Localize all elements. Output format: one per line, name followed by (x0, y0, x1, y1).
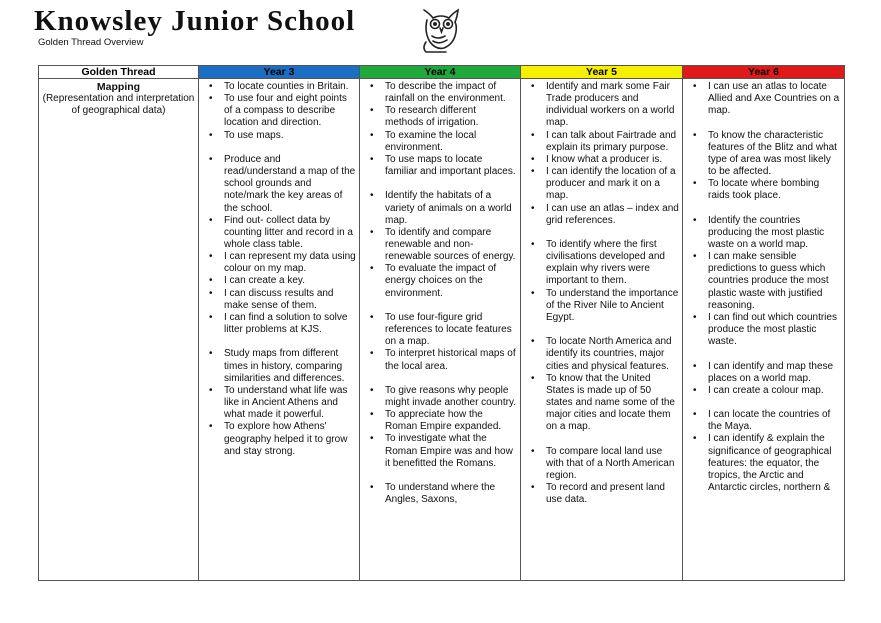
objective-item: • I can identify and map these places on a world map. (708, 361, 841, 385)
objective-item: • To understand the importance of the River Nile to Ancient Egypt. (546, 288, 679, 324)
objective-item: • To understand what life was like in Ancient Athens and what made it powerful. (224, 385, 356, 421)
objective-item: • I can make sensible predictions to guess which countries produce the most plastic waste with justified reasoning. (708, 251, 841, 312)
column-header-golden-thread: Golden Thread (39, 66, 199, 79)
objective-item: • To identify and compare renewable and non-renewable sources of energy. (385, 227, 517, 263)
column-header-year-3: Year 3 (199, 66, 360, 79)
objective-item: • To interpret historical maps of the local area. (385, 348, 517, 372)
column-header-year-4: Year 4 (360, 66, 521, 79)
thread-description: (Representation and interpretation of geographical data) (42, 93, 195, 117)
objective-item: • I can find out which countries produce the most plastic waste. (708, 312, 841, 348)
objective-item: • To use maps to locate familiar and important places. (385, 154, 517, 178)
thread-title: Mapping (96, 81, 141, 93)
objective-item: • Produce and read/understand a map of the school grounds and note/mark the key areas of the school. (224, 154, 356, 215)
objective-item: • Identify and mark some Fair Trade producers and individual workers on a world map. (546, 81, 679, 130)
year-5-cell (521, 79, 683, 581)
objective-item: • Find out- collect data by counting litter and record in a whole class table. (224, 215, 356, 251)
objective-item: • To research different methods of irrigation. (385, 105, 517, 129)
year-6-objectives (686, 81, 841, 494)
year-4-objectives (363, 81, 517, 506)
objective-item: • To locate counties in Britain. (224, 81, 356, 93)
objective-item: • To give reasons why people might invade another country. (385, 385, 517, 409)
objective-item: • I can locate the countries of the Maya. (708, 409, 841, 433)
objective-item: • I can represent my data using colour on my map. (224, 251, 356, 275)
owl-logo-icon (418, 4, 464, 54)
objective-item: • Study maps from different times in history, comparing similarities and differences. (224, 348, 356, 384)
objective-item: • I can find a solution to solve litter problems at KJS. (224, 312, 356, 336)
year-5-objectives (524, 81, 679, 506)
golden-thread-table (38, 65, 845, 581)
column-header-year-5: Year 5 (521, 66, 683, 79)
column-header-year-6: Year 6 (683, 66, 845, 79)
objective-item: • I can use an atlas – index and grid references. (546, 203, 679, 227)
objective-item: • To use four-figure grid references to locate features on a map. (385, 312, 517, 348)
objective-item: • To locate where bombing raids took place. (708, 178, 841, 202)
objective-item: • To know that the United States is made up of 50 states and name some of the major cities and locate them on a map. (546, 373, 679, 434)
objective-item: • I know what a producer is. (546, 154, 679, 166)
objective-item: • To examine the local environment. (385, 130, 517, 154)
year-3-cell (199, 79, 360, 581)
objective-item: • Identify the habitats of a variety of animals on a world map. (385, 190, 517, 226)
objective-item: • To describe the impact of rainfall on the environment. (385, 81, 517, 105)
objective-item: • I can create a key. (224, 275, 356, 287)
objective-item: • To explore how Athens' geography helped it to grow and stay strong. (224, 421, 356, 457)
objective-item: • I can create a colour map. (708, 385, 841, 397)
objective-item: • To investigate what the Roman Empire was and how it benefitted the Romans. (385, 433, 517, 469)
objective-item: • To compare local land use with that of a North American region. (546, 446, 679, 482)
year-6-cell (683, 79, 845, 581)
table-row-mapping (39, 79, 845, 581)
objective-item: • To use four and eight points of a compass to describe location and direction. (224, 93, 356, 129)
objective-item: • I can talk about Fairtrade and explain its primary purpose. (546, 130, 679, 154)
objective-item: • I can identify the location of a producer and mark it on a map. (546, 166, 679, 202)
objective-item: • To evaluate the impact of energy choices on the environment. (385, 263, 517, 299)
school-name: Knowsley Junior School (34, 5, 356, 37)
golden-thread-cell (39, 79, 199, 581)
table-header-row (39, 66, 845, 79)
objective-item: • To use maps. (224, 130, 356, 142)
objective-item: • I can discuss results and make sense of them. (224, 288, 356, 312)
year-4-cell (360, 79, 521, 581)
objective-item: • Identify the countries producing the most plastic waste on a world map. (708, 215, 841, 251)
objective-item: • To know the characteristic features of the Blitz and what type of area was most likely to be affected. (708, 130, 841, 179)
objective-item: • To understand where the Angles, Saxons, (385, 482, 517, 506)
year-3-objectives (202, 81, 356, 458)
objective-item: • I can use an atlas to locate Allied and Axe Countries on a map. (708, 81, 841, 117)
objective-item: • To locate North America and identify its countries, major cities and physical features. (546, 336, 679, 372)
page-header (34, 4, 355, 48)
document-subtitle: Golden Thread Overview (38, 37, 144, 48)
objective-item: • To appreciate how the Roman Empire expanded. (385, 409, 517, 433)
objective-item: • To record and present land use data. (546, 482, 679, 506)
objective-item: • I can identify & explain the significance of geographical features: the equator, the tropics, the Arctic and Antarctic circles, northern & (708, 433, 841, 494)
objective-item: • To identify where the first civilisations developed and explain why rivers were important to them. (546, 239, 679, 288)
